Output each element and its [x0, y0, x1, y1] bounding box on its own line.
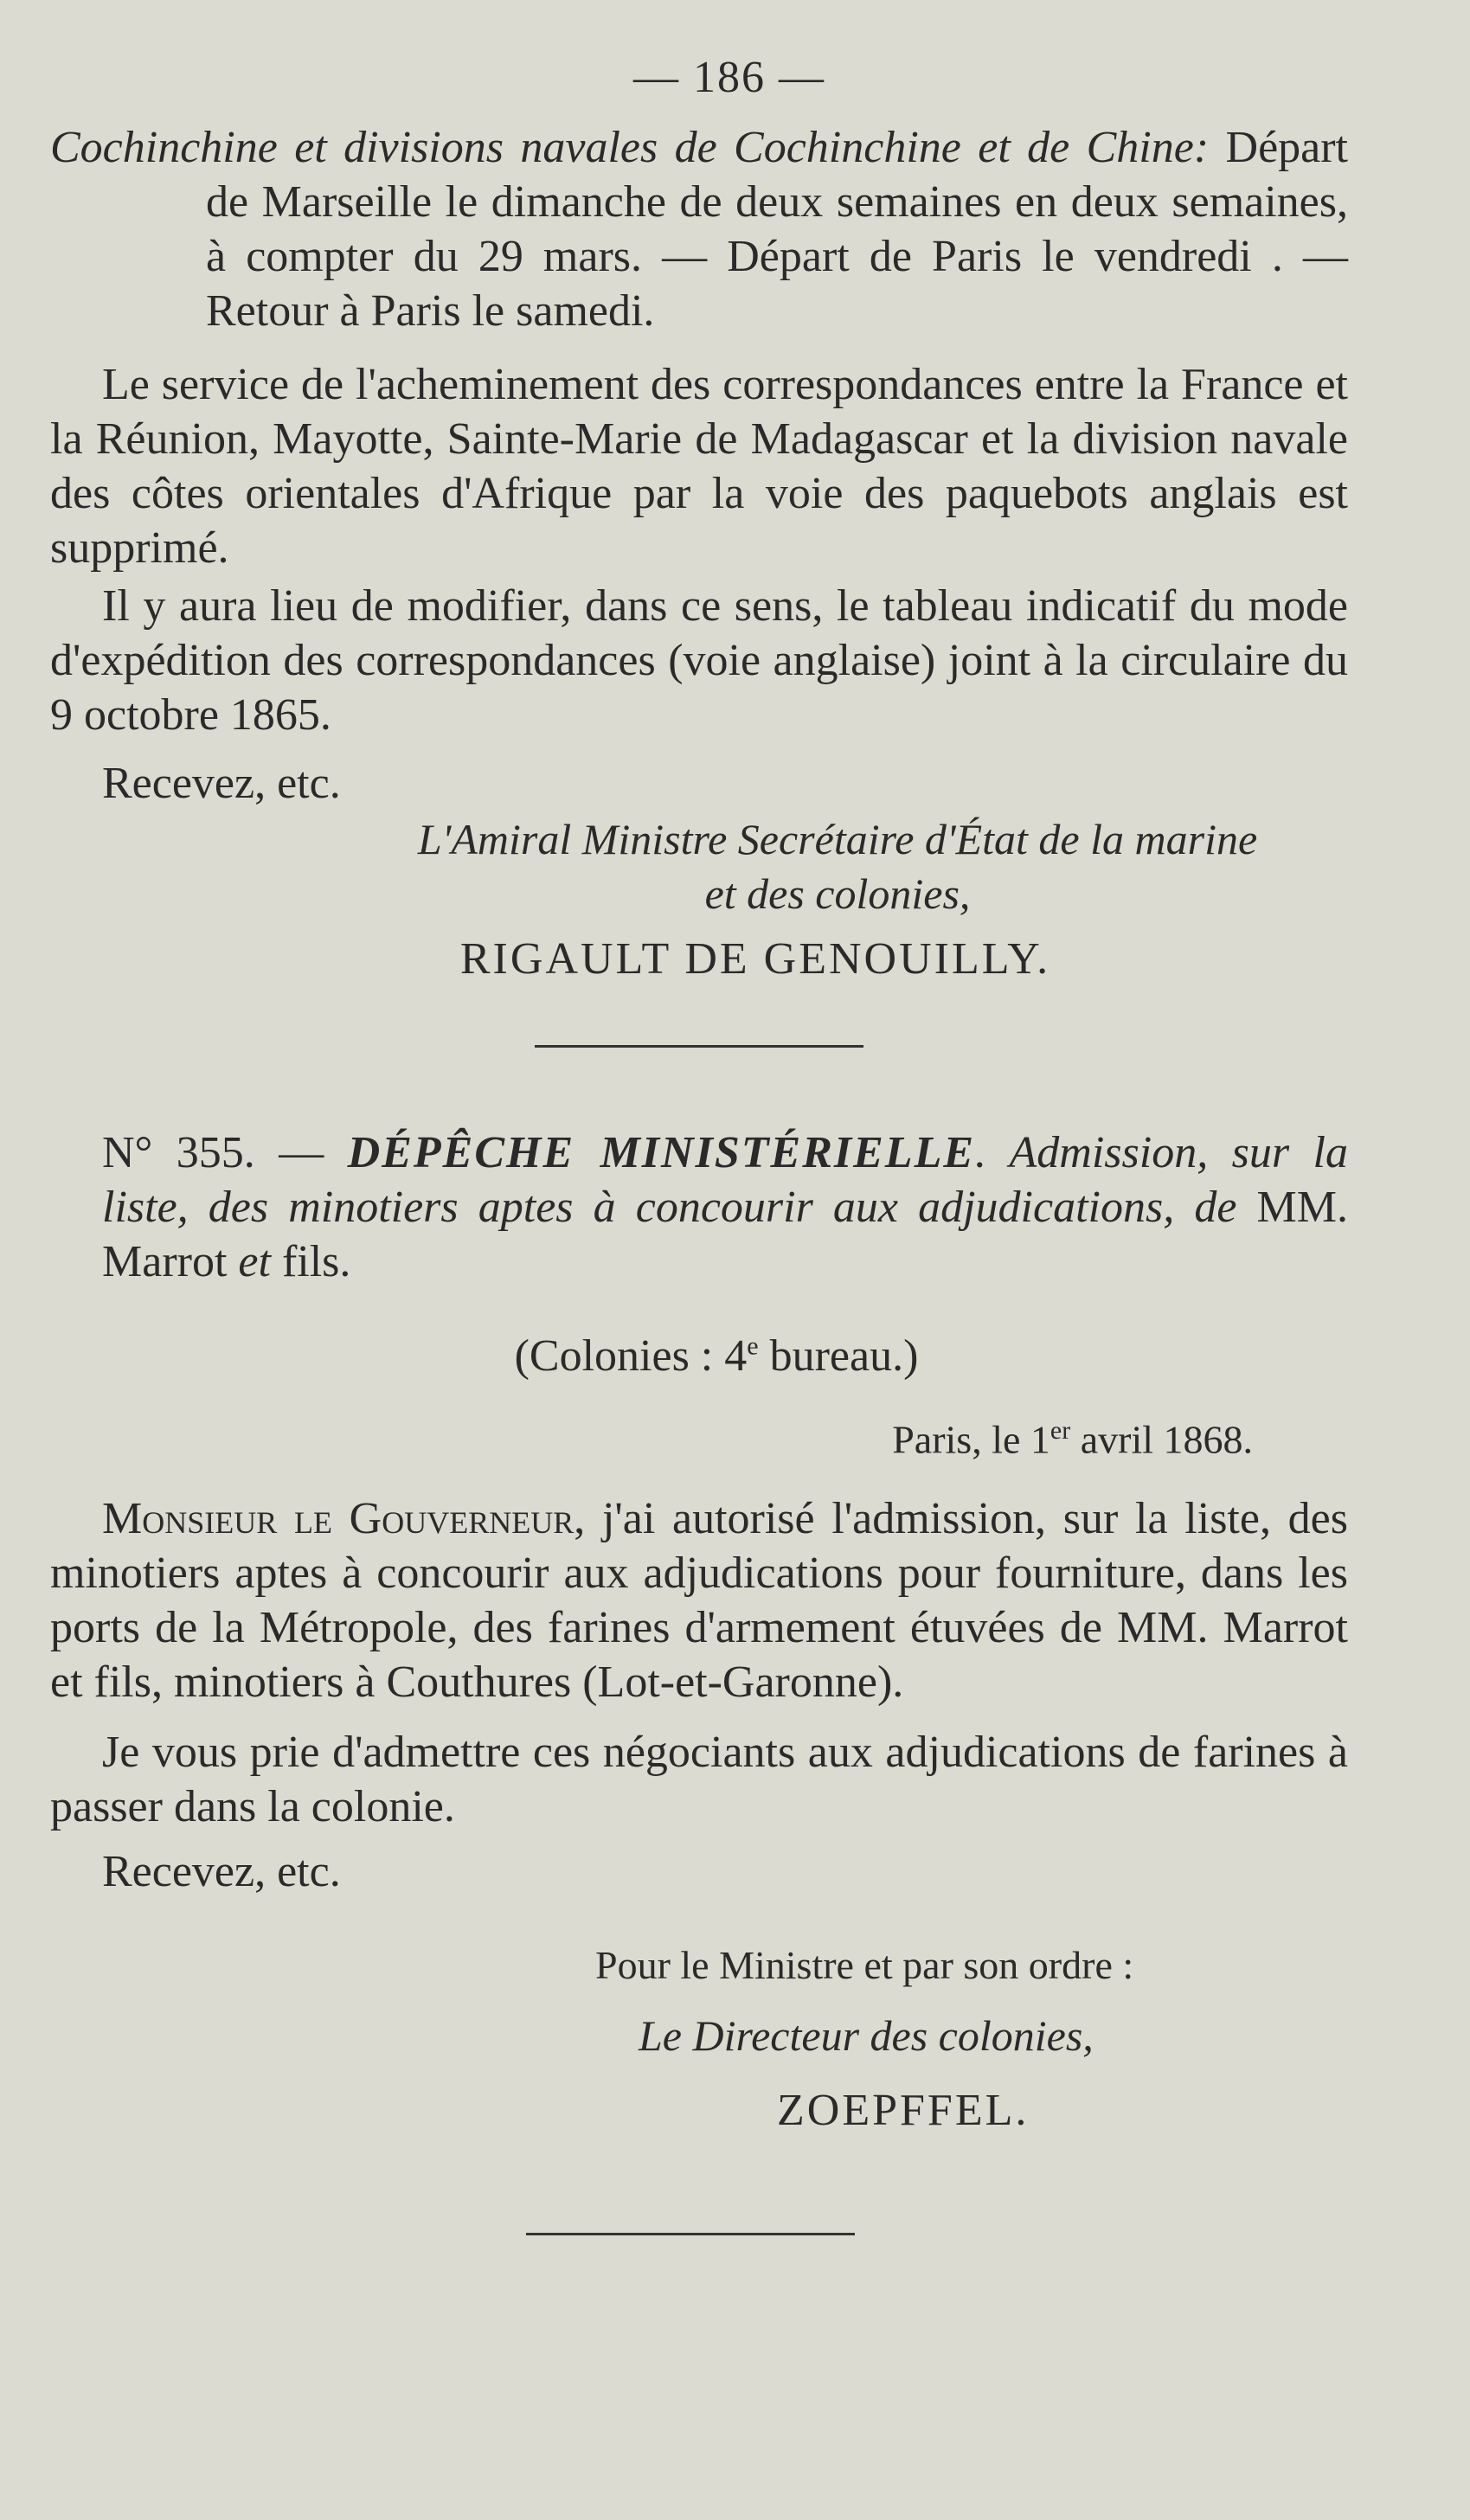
- signature-2-name: ZOEPFFEL.: [777, 2086, 1030, 2136]
- separator-rule: [535, 1045, 863, 1048]
- salutation: Monsieur le Gouverneur: [102, 1494, 575, 1544]
- paragraph-text: Départ de Marseille le dimanche de deux semaines en deux semaines, à compter du 29 mars. — Départ de Paris le vendredi . — Retour à Paris le samedi.: [206, 123, 1348, 336]
- dispatch-number: N° 355. —: [102, 1128, 348, 1177]
- bureau-text: (Colonies : 4: [514, 1331, 748, 1381]
- bureau-text-end: bureau.): [758, 1331, 919, 1381]
- closing-1: Recevez, etc.: [102, 759, 341, 808]
- document-page: [50, 35, 1348, 2235]
- dispatch-names: MM. Marrot: [102, 1183, 1348, 1286]
- dispatch-et: et: [227, 1237, 282, 1286]
- dateline-sup: er: [1050, 1416, 1071, 1445]
- dateline: [50, 1416, 1253, 1462]
- dispatch-kind: DÉPÊCHE MINISTÉRIELLE: [347, 1128, 976, 1177]
- dispatch-heading: [50, 1125, 1348, 1289]
- bureau-sup: e: [747, 1331, 759, 1361]
- separator-rule-bottom: [526, 2233, 855, 2235]
- paragraph-service: Le service de l'acheminement des correspondances entre la France et la Réunion, Mayotte, Sainte-Marie de Madagascar et la division navale des côtes orientales d'Afrique par la voie des paquebots anglais est supprimé.: [50, 360, 1348, 573]
- signature-1-title-line-2: et des colonies,: [704, 869, 971, 918]
- closing-2: Recevez, etc.: [102, 1847, 341, 1897]
- signature-1-name: RIGAULT DE GENOUILLY.: [459, 934, 1051, 984]
- paragraph-prie: Je vous prie d'admettre ces négociants aux adjudications de farines à passer dans la colonie.: [50, 1728, 1348, 1832]
- dateline-text: Paris, le 1: [892, 1417, 1050, 1462]
- paragraph-admission: [50, 1491, 1348, 1709]
- dispatch-subject: . Admission, sur la liste, des minotiers aptes à concourir aux adjudications, de: [102, 1128, 1348, 1232]
- dispatch-fils: fils.: [281, 1237, 351, 1286]
- signature-1-title-line-1: L'Amiral Ministre Secrétaire d'État de la marine: [417, 815, 1258, 863]
- paragraph-cochinchine: [50, 120, 1348, 338]
- bureau-line: [85, 1331, 1348, 1382]
- paragraph-admission-text: , j'ai autorisé l'admission, sur la liste, des minotiers aptes à concourir aux adjudications pour fourniture, dans les ports de la Métropole, des farines d'armement étuvées de MM. Marrot et fils, minotiers à Couthures (Lot-et-Garonne).: [50, 1494, 1348, 1708]
- signature-2-order-line: Pour le Ministre et par son ordre :: [595, 1943, 1134, 1988]
- dateline-text-end: avril 1868.: [1070, 1417, 1253, 1462]
- paragraph-modifier: Il y aura lieu de modifier, dans ce sens, le tableau indicatif du mode d'expédition des correspondances (voie anglaise) joint à la circulaire du 9 octobre 1865.: [50, 581, 1348, 740]
- page-number: — 186 —: [633, 53, 825, 102]
- paragraph-lead: Cochinchine et divisions navales de Cochinchine et de Chine:: [50, 123, 1210, 172]
- signature-2-title: Le Directeur des colonies,: [639, 2011, 1094, 2061]
